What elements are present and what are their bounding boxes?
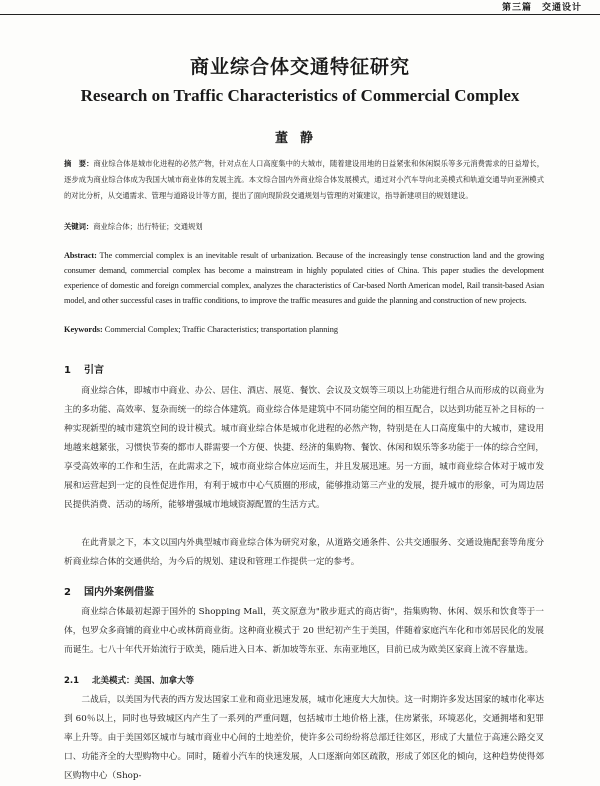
title-chinese: 商业综合体交通特征研究 <box>189 56 410 78</box>
keywords-english-label: Keywords: <box>64 325 103 334</box>
keywords-chinese-label: 关键词： <box>64 222 94 231</box>
section-1-paragraph-1: 商业综合体，即城市中商业、办公、居住、酒店、展览、餐饮、会议及文娱等三项以上功能进行组合从而形成的以商业为主的多功能、高效率、复杂而统一的综合体建筑。商业综合体是建筑中不同功能空间的相互配合，以达到功能互补之目标的一种实现新型的城市建筑空间的设计模式。城市商业综合体是城市化进程的必然产物，特别是在人口高度集中的大城市，建设用地越来越紧张，习惯快节奏的都市人群需要一个方便、快捷、经济的集购物、餐饮、休闲和娱乐等多功能于一体的综合空间，享受高效率的工作和生活，在此需求之下，城市商业综合体应运而生，并且发展迅速。另一方面，城市商业综合体对于城市发展和运营起到一定的良性促进作用，有利于城市中心气质圈的形成，能够推动第三产业的发展，提升城市的形象，可为周边居民提供消费、活动的场所，能够增强城市地域资源配置的生活方式。 <box>64 386 544 510</box>
abstract-chinese-text: 商业综合体是城市化进程的必然产物，针对点在人口高度集中的大城市，随着建设用地的日益紧张和休闲娱乐等多元消费需求的日益增长，逐步成为商业综合体成为我国大城市商业体的发展主流。本文综合国内外商业综合体发展模式，通过对小汽车导向北美模式和轨道交通导向亚洲模式的对比分析，从交通需求、管理与道路设计等方面，提出了面向现阶段交通规划与管理的对策建议，指导新建项目的规划建设。 <box>64 159 544 200</box>
section-2-heading <box>64 583 154 598</box>
abstract-chinese <box>64 156 544 204</box>
section-2-title: 国内外案例借鉴 <box>84 587 154 598</box>
subsection-2-1-number: 2.1 <box>64 676 80 686</box>
subsection-2-1-heading <box>64 674 194 686</box>
section-2-paragraph-2: 二战后，以美国为代表的西方发达国家工业和商业迅速发展，城市化速度大大加快。这一时期许多发达国家的城市化率达到 60％以上，同时也导致城区内产生了一系列的严重问题，包括城市土地价格上涨，住房紧张，环境恶化，交通拥堵和犯罪率上升等。由于美国郊区城市与城市商业中心间的土地差价，使许多公司纷纷将总部迁往郊区，形成了大量位于高速公路交叉口、功能齐全的大型购物中心。同时，随着小汽车的快速发展，人口逐渐向郊区疏散，形成了郊区化的倾向，这种趋势使得郊区购物中心（Shop- <box>64 695 544 781</box>
keywords-chinese-text: 商业综合体；出行特征；交通规划 <box>93 222 203 231</box>
subsection-2-1-title: 北美模式：美国、加拿大等 <box>92 676 195 686</box>
running-head: 第三篇 交通设计 <box>501 3 582 13</box>
author: 董静 <box>274 131 325 146</box>
section-1-heading <box>64 361 104 376</box>
section-1-title: 引言 <box>84 365 104 376</box>
section-1-paragraph-2: 在此背景之下，本文以国内外典型城市商业综合体为研究对象，从道路交通条件、公共交通服务、交通设施配套等角度分析商业综合体的交通供给，为今后的规划、建设和管理工作提供一定的参考。 <box>64 538 544 567</box>
header-rule <box>0 0 600 15</box>
title-english: Research on Traffic Characteristics of Commercial Complex <box>80 86 520 105</box>
abstract-english-text: The commercial complex is an inevitable result of urbanization. Because of the increasingly tense construction land and the growing consumer demand, commercial complex has become a mainstream in highly populated cities of China. This paper studies the development experience of domestic and foreign commercial complex, analyzes the characteristics of Car-based North American model, Rail transit-based Asian model, and other successful cases in traffic conditions, to improve the traffic measures and guide the planning and construction of new projects. <box>64 251 545 305</box>
abstract-chinese-label: 摘 要： <box>64 159 94 168</box>
keywords-english <box>64 323 544 336</box>
section-2-number: 2 <box>64 587 71 598</box>
section-2-paragraph-1: 商业综合体最初起源于国外的 Shopping Mall，英文原意为"散步逛式的商店街"，指集购物、休闲、娱乐和饮食等于一体，包罗众多商铺的商业中心或林荫商业街。这种商业模式于 20 世纪初产生于美国，伴随着家庭汽车化和市郊居民化的发展而诞生。七八十年代开始流行于欧美，随后进入日本、新加坡等东亚、东南亚地区，目前已成为欧美区家商上流不容量选。 <box>64 607 544 655</box>
keywords-chinese <box>64 220 544 234</box>
keywords-english-text: Commercial Complex; Traffic Characteristics; transportation planning <box>104 325 339 334</box>
section-1-number: 1 <box>64 365 71 376</box>
abstract-english <box>64 248 544 308</box>
abstract-english-label: Abstract: <box>64 251 97 260</box>
